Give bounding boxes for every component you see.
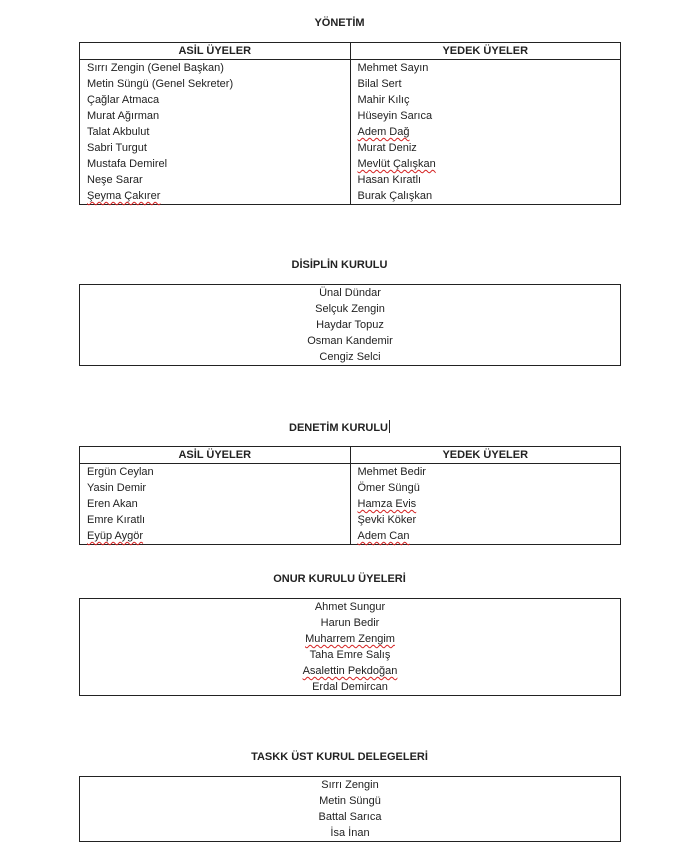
onur-member: Erdal Demircan: [312, 681, 388, 693]
taskk-member: Sırrı Zengin: [321, 779, 379, 791]
denetim-yedek-member: Mehmet Bedir: [357, 466, 426, 478]
denetim-yedek-member: Adem Can: [357, 530, 410, 542]
yonetim-asil-member: Metin Süngü (Genel Sekreter): [87, 78, 234, 90]
yonetim-asil-member: Murat Ağırman: [87, 110, 160, 122]
onur-member: Ahmet Sungur: [314, 601, 386, 613]
yonetim-yedek-member: Hüseyin Sarıca: [357, 110, 433, 122]
taskk-member: İsa İnan: [330, 827, 370, 839]
disiplin-member: Cengiz Selci: [319, 351, 381, 363]
denetim-asil-member: Emre Kıratlı: [87, 514, 146, 526]
yonetim-yedek-member: Murat Deniz: [357, 142, 417, 154]
yonetim-asil-member: Neşe Sarar: [87, 174, 143, 186]
denetim-title-wrap: [0, 420, 679, 435]
denetim-asil-member: Eren Akan: [87, 498, 138, 510]
yonetim-header-yedek: YEDEK ÜYELER: [350, 43, 621, 60]
yonetim-yedek-member: Mahir Kılıç: [357, 94, 410, 106]
taskk-title: TASKK ÜST KURUL DELEGELERİ: [251, 751, 428, 763]
yonetim-yedek-column: [350, 60, 621, 205]
onur-table: [79, 598, 621, 696]
disiplin-title: DİSİPLİN KURULU: [291, 259, 388, 271]
yonetim-asil-member: Sırrı Zengin (Genel Başkan): [87, 62, 224, 74]
yonetim-table: [79, 42, 621, 205]
denetim-header-yedek: YEDEK ÜYELER: [350, 447, 621, 464]
onur-title: ONUR KURULU ÜYELERİ: [273, 573, 406, 585]
text-cursor: [389, 420, 390, 433]
denetim-table: [79, 446, 621, 545]
yonetim-asil-member: Talat Akbulut: [87, 126, 150, 138]
denetim-yedek-column: [350, 464, 621, 545]
disiplin-member: Osman Kandemir: [307, 335, 393, 347]
taskk-member: Metin Süngü: [319, 795, 381, 807]
yonetim-yedek-member: Burak Çalışkan: [357, 190, 433, 202]
onur-member: Asalettin Pekdoğan: [302, 665, 398, 677]
yonetim-header-asil: ASİL ÜYELER: [80, 43, 351, 60]
yonetim-asil-member: Çağlar Atmaca: [87, 94, 160, 106]
yonetim-yedek-member: Adem Dağ: [357, 126, 410, 138]
yonetim-asil-member: Mustafa Demirel: [87, 158, 168, 170]
disiplin-table: [79, 284, 621, 366]
disiplin-member: Ünal Dündar: [319, 287, 381, 299]
denetim-header-asil: ASİL ÜYELER: [80, 447, 351, 464]
denetim-yedek-member: Ömer Süngü: [357, 482, 420, 494]
denetim-asil-member: Ergün Ceylan: [87, 466, 154, 478]
yonetim-yedek-member: Hasan Kıratlı: [357, 174, 422, 186]
yonetim-yedek-member: Bilal Sert: [357, 78, 402, 90]
denetim-asil-column: [80, 464, 351, 545]
disiplin-members: [80, 285, 621, 366]
denetim-yedek-member: Şevki Köker: [357, 514, 417, 526]
denetim-yedek-member: Hamza Evis: [357, 498, 417, 510]
denetim-asil-member: Yasin Demir: [87, 482, 147, 494]
taskk-member: Battal Sarıca: [318, 811, 382, 823]
yonetim-yedek-member: Mevlüt Çalışkan: [357, 158, 436, 170]
disiplin-member: Selçuk Zengin: [315, 303, 385, 315]
onur-members: [80, 599, 621, 696]
denetim-asil-member: Eyüp Aygör: [87, 530, 144, 542]
onur-member: Taha Emre Salış: [309, 649, 391, 661]
taskk-table: [79, 776, 621, 842]
denetim-title: DENETİM KURULU: [289, 422, 388, 434]
yonetim-yedek-member: Mehmet Sayın: [357, 62, 429, 74]
yonetim-asil-member: Şeyma Çakırer: [87, 190, 161, 202]
yonetim-asil-column: [80, 60, 351, 205]
onur-member: Harun Bedir: [320, 617, 380, 629]
taskk-members: [80, 777, 621, 842]
yonetim-title: YÖNETİM: [314, 17, 365, 29]
onur-member: Muharrem Zengim: [305, 633, 395, 645]
yonetim-asil-member: Sabri Turgut: [87, 142, 147, 154]
disiplin-member: Haydar Topuz: [316, 319, 384, 331]
